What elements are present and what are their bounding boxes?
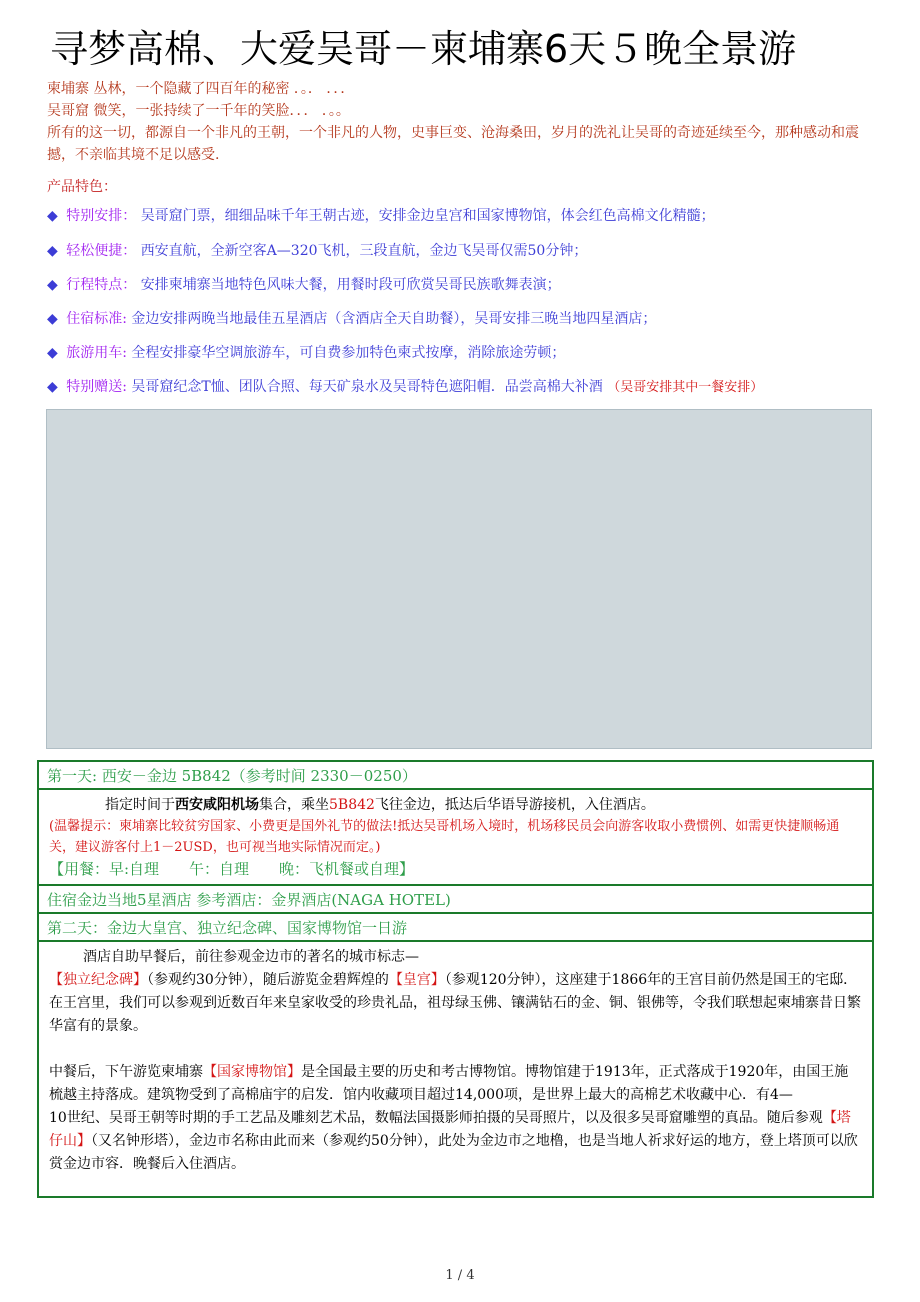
day1-header-box <box>37 760 874 790</box>
day1-text: 集合，乘坐 <box>259 797 329 813</box>
page-title: 寻梦高棉、大爱吴哥－柬埔寨6天５晚全景游 <box>50 27 797 71</box>
feature-item <box>47 343 877 363</box>
day2-body-box <box>37 940 874 1198</box>
day2-intro: 酒店自助早餐后，前往参观金边市的著名的城市标志— <box>83 949 419 965</box>
day2-heading: 第二天：金边大皇宫、独立纪念碑、国家博物馆一日游 <box>47 919 408 937</box>
hotel1-box <box>37 884 874 914</box>
day1-text: 飞往金边，抵达后华语导游接机，入住酒店。 <box>374 797 655 813</box>
day1-meal: 【用餐：早:自理 午：自理 晚：飞机餐或自理】 <box>49 860 415 878</box>
feature-item <box>47 309 877 329</box>
sight-wat-phnom: 【塔仔山】 <box>49 1110 851 1149</box>
day2-text: （参观约30分钟），随后游览金碧辉煌的 <box>147 972 389 988</box>
diamond-bullet-icon: ◆ <box>47 379 58 395</box>
feature-text: 西安直航，全新空客A—320飞机，三段直航，金边飞吴哥仅需50分钟； <box>140 243 588 259</box>
diamond-bullet-icon: ◆ <box>47 345 58 361</box>
sight-royal-palace: 【皇宫】 <box>388 972 445 988</box>
feature-item <box>47 206 877 226</box>
feature-text: 安排柬埔寨当地特色风味大餐，用餐时段可欣赏吴哥民族歌舞表演； <box>140 277 561 293</box>
diamond-bullet-icon: ◆ <box>47 243 58 259</box>
feature-item <box>47 275 877 295</box>
day1-body-box <box>37 788 874 886</box>
intro-line-cambodia: 柬埔寨 丛林，一个隐藏了四百年的秘密 ．。． ．．． <box>47 81 355 97</box>
feature-label: 轻松便捷： <box>66 243 137 259</box>
day2-text: 是全国最主要的历史和考古博物馆。博物馆建于1913年，正式落成于1920年，由国王施梳越主持落成。建筑物受到了高棉庙宇的启发．馆内收藏项目超过14,000项，是世界上最大的高棉艺术收藏中心．有4— <box>49 1064 849 1103</box>
day2-text: （又名钟形塔），金边市名称由此而来（参观约50分钟），此处为金边市之地橹，也是当地人祈求好运的地方，登上塔顶可以欣赏金边市容．晚餐后入住酒店。 <box>49 1133 858 1172</box>
sight-independence-monument: 【独立纪念碑】 <box>49 972 147 988</box>
day1-airport: 西安咸阳机场 <box>175 797 259 813</box>
intro-line-angkor: 吴哥窟 微笑，一张持续了一千年的笑脸．．． ．。。 <box>47 103 350 119</box>
feature-item <box>47 377 877 398</box>
feature-label: 旅游用车: <box>66 345 127 361</box>
feature-label: 住宿标准: <box>66 311 127 327</box>
day2-text: （参观120分钟），这座建于1866年的王宫目前仍然是国王的宅邸．在王宫里，我们可以参观到近数百年来皇家收受的珍贵礼品，祖母绿玉佛、镶满钻石的金、铜、银佛等，令我们联想起柬埔寨昔日繁华富有的景象。 <box>49 972 861 1034</box>
day2-body <box>39 942 872 1180</box>
angkor-wat-photo <box>46 409 872 749</box>
feature-text: 金边安排两晚当地最佳五星酒店（含酒店全天自助餐），吴哥安排三晚当地四星酒店； <box>131 311 657 327</box>
feature-extra-note: （吴哥安排其中一餐安排） <box>607 380 764 395</box>
day1-tip: (温馨提示：柬埔寨比较贫穷国家、小费更是国外礼节的做法!抵达吴哥机场入境时，机场移民员会向游客收取小费惯例、如需更快捷顺畅通关，建议游客付上1－2USD，也可视当地实际情况而定。) <box>49 819 840 855</box>
day2-para-3 <box>49 1107 862 1176</box>
intro-paragraph: 所有的这一切，都源自一个非凡的王朝，一个非凡的人物，史事巨变、沧海桑田，岁月的洗礼让吴哥的奇迹延续至今，那种感动和震撼，不亲临其境不足以感受. <box>47 125 859 163</box>
feature-text: 吴哥窟门票，细细品味千年王朝古迹，安排金边皇宫和国家博物馆，体会红色高棉文化精髓； <box>140 208 715 224</box>
spacer <box>49 1038 862 1061</box>
diamond-bullet-icon: ◆ <box>47 277 58 293</box>
feature-label: 特别赠送: <box>66 379 127 395</box>
diamond-bullet-icon: ◆ <box>47 208 58 224</box>
day1-body <box>39 790 872 884</box>
day1-flight-number: 5B842 <box>329 797 375 813</box>
day1-text: 指定时间于 <box>105 797 175 813</box>
day1-summary <box>49 794 862 816</box>
sight-national-museum: 【国家博物馆】 <box>203 1064 301 1080</box>
feature-label: 行程特点： <box>66 277 137 293</box>
itinerary-section <box>37 760 874 1198</box>
features-heading: 产品特色： <box>47 179 117 195</box>
intro-block <box>47 78 877 166</box>
diamond-bullet-icon: ◆ <box>47 311 58 327</box>
day2-para-1 <box>49 969 862 1038</box>
day2-para-2 <box>49 1061 862 1107</box>
day2-text: 10世纪、吴哥王朝等时期的手工艺品及雕刻艺术品，数幅法国摄影师拍摄的吴哥照片，以及很多吴哥窟雕塑的真品。随后参观 <box>49 1110 823 1126</box>
day2-text: 中餐后，下午游览柬埔寨 <box>49 1064 203 1080</box>
hotel1-line: 住宿金边当地5星酒店 参考酒店：金界酒店(NAGA HOTEL) <box>47 891 451 909</box>
day2-header-box <box>37 912 874 942</box>
feature-label: 特别安排： <box>66 208 137 224</box>
page-number: 1 / 4 <box>445 1268 475 1283</box>
feature-text: 全程安排豪华空调旅游车，可自费参加特色柬式按摩，消除旅途劳顿； <box>131 345 566 361</box>
day1-heading: 第一天: 西安－金边 5B842（参考时间 2330－0250） <box>47 767 417 785</box>
feature-item <box>47 241 877 261</box>
feature-text: 吴哥窟纪念T恤、团队合照、每天矿泉水及吴哥特色遮阳帽．品尝高棉大补酒 <box>131 379 603 395</box>
